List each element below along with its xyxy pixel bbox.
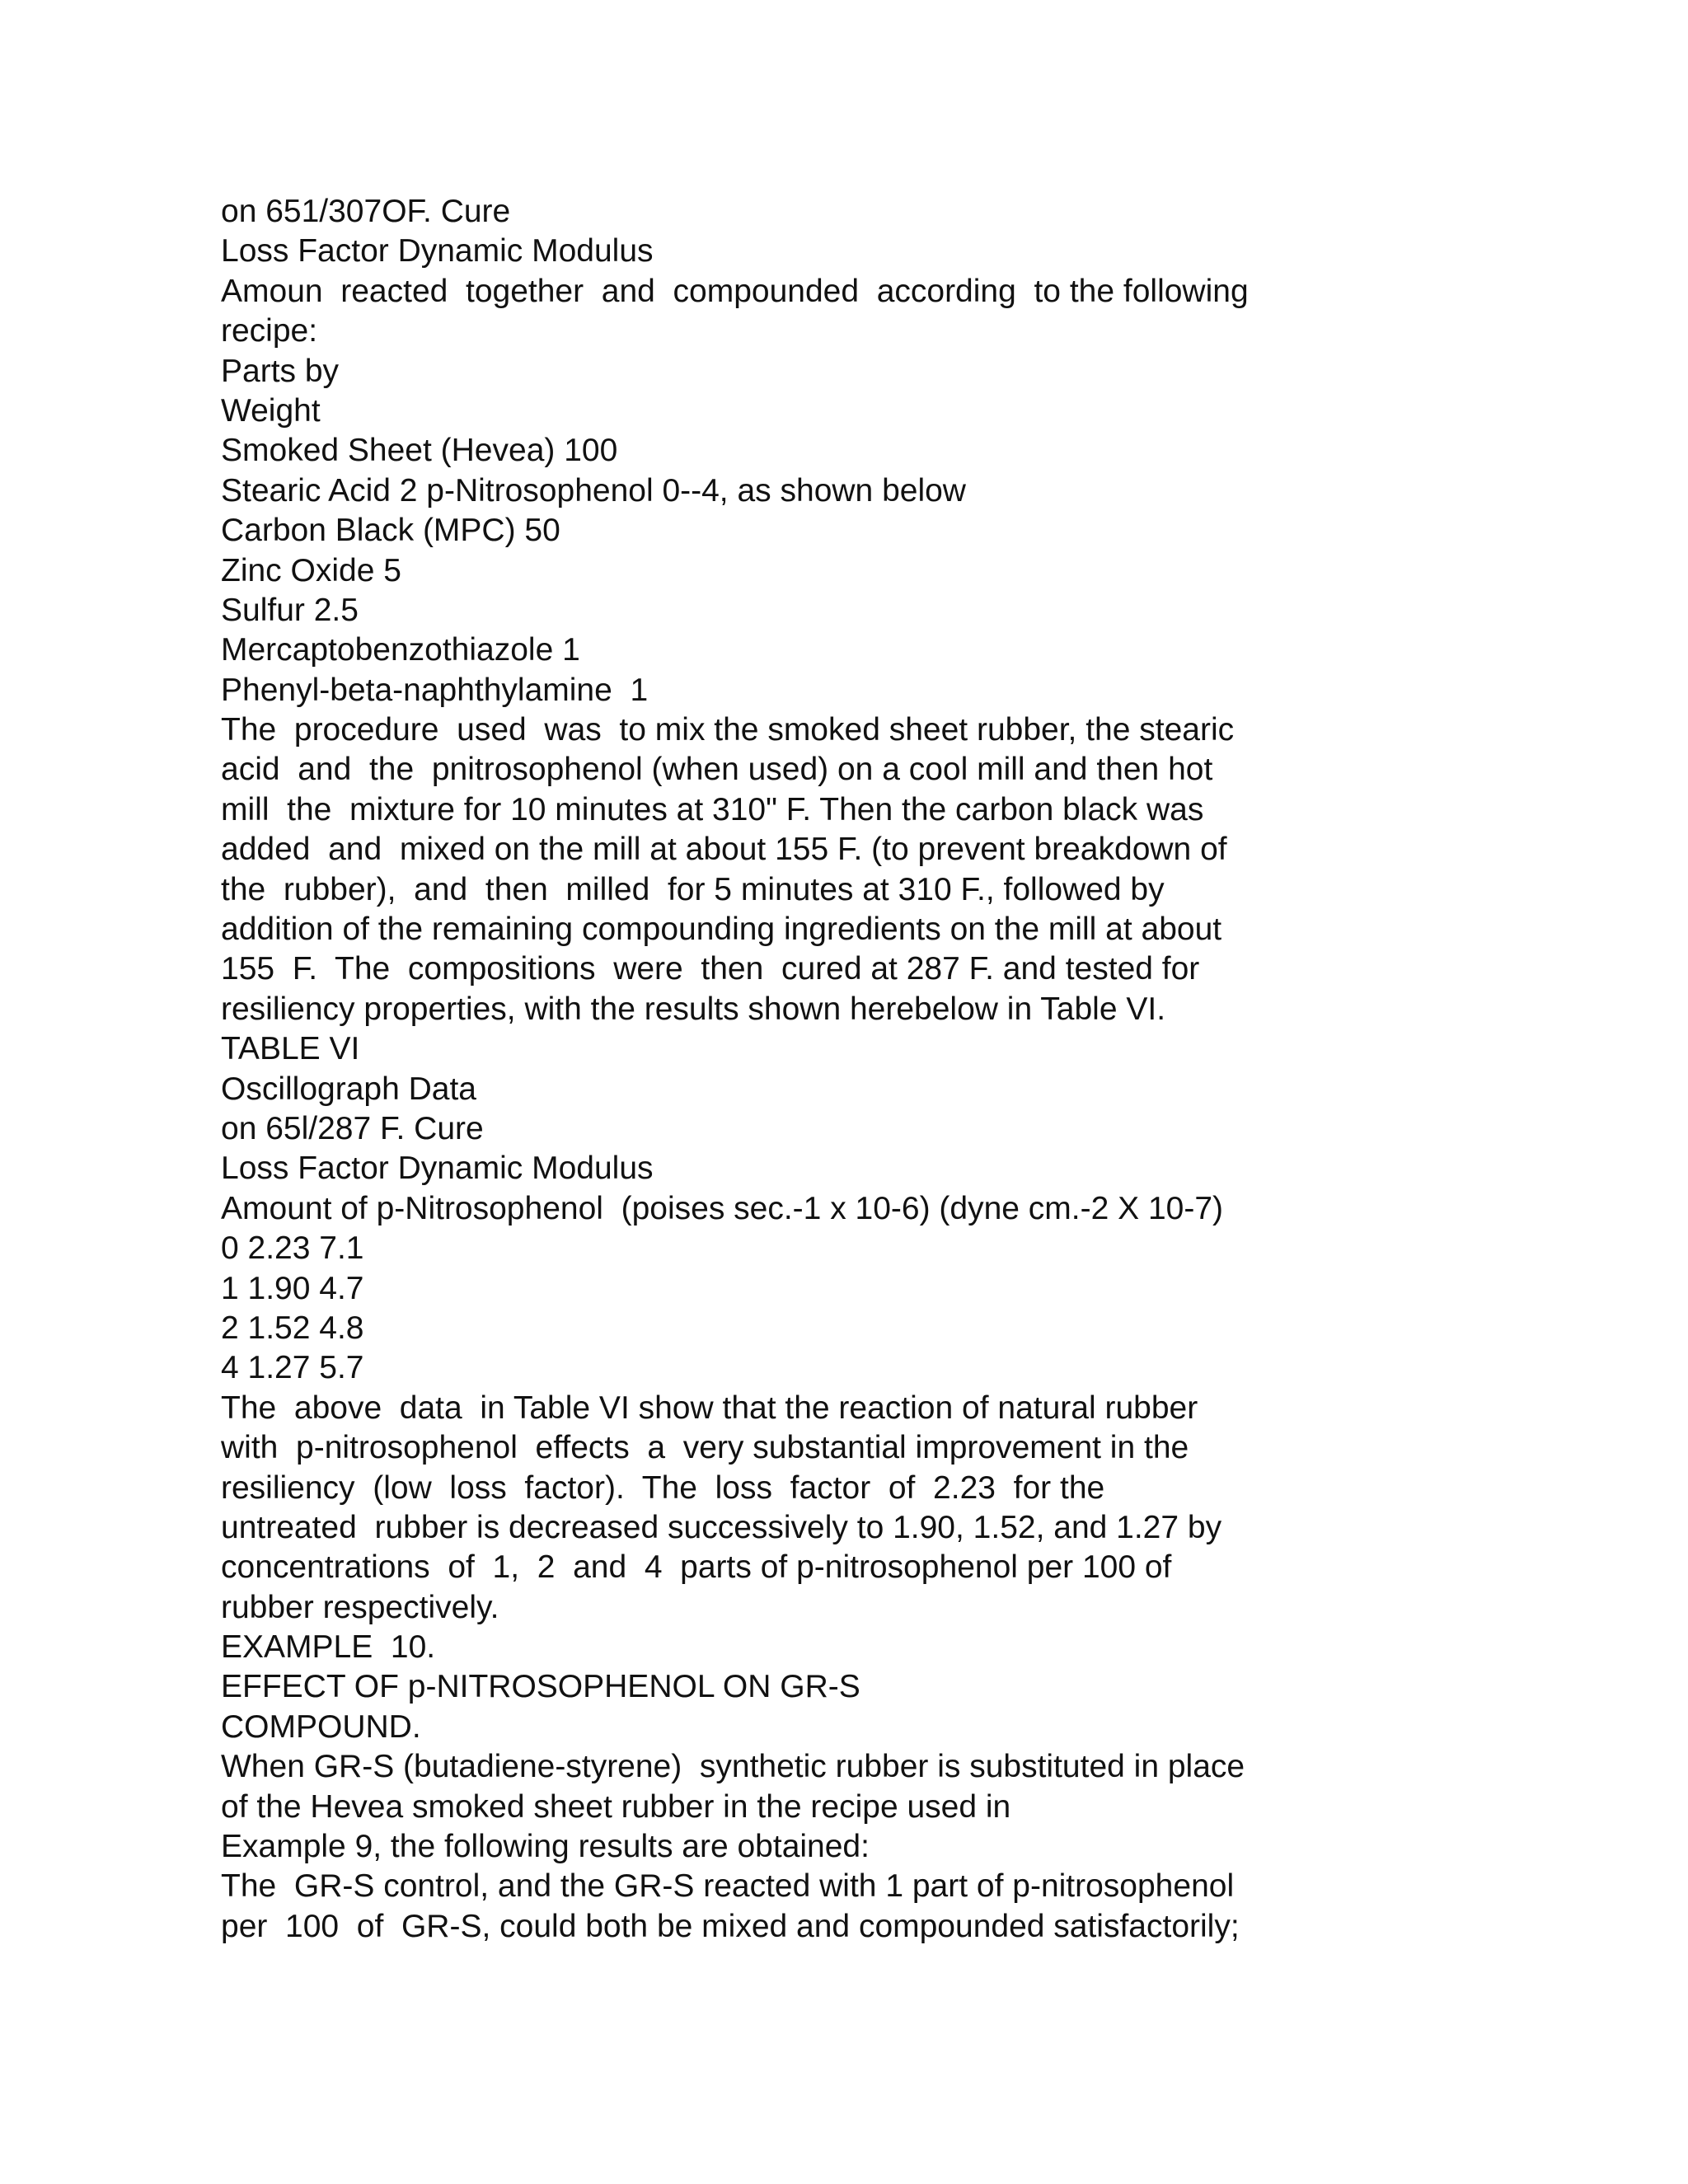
- text-line: recipe:: [221, 313, 318, 349]
- section-heading: EFFECT OF p-NITROSOPHENOL ON GR-S: [221, 1669, 860, 1705]
- table-row: 4 1.27 5.7: [221, 1350, 364, 1386]
- recipe-item: Stearic Acid 2 p-Nitrosophenol 0--4, as shown below: [221, 472, 966, 509]
- recipe-item: Zinc Oxide 5: [221, 552, 401, 588]
- paragraph-line: acid and the pnitrosophenol (when used) on a cool mill and then hot: [221, 752, 1213, 788]
- paragraph-line: resiliency properties, with the results shown herebelow in Table VI.: [221, 991, 1166, 1027]
- text-line: Amoun reacted together and compounded according to the following: [221, 273, 1249, 309]
- paragraph-line: rubber respectively.: [221, 1589, 499, 1625]
- text-line: on 651/307OF. Cure: [221, 194, 511, 229]
- table-header-line: Loss Factor Dynamic Modulus: [221, 233, 654, 269]
- recipe-item: Carbon Black (MPC) 50: [221, 513, 560, 549]
- recipe-item: Mercaptobenzothiazole 1: [221, 632, 580, 668]
- paragraph-line: 155 F. The compositions were then cured at 287 F. and tested for: [221, 951, 1200, 987]
- paragraph-line: addition of the remaining compounding ingredients on the mill at about: [221, 912, 1222, 948]
- paragraph-line: added and mixed on the mill at about 155 F. (to prevent breakdown of: [221, 832, 1227, 868]
- paragraph-line: with p-nitrosophenol effects a very substantial improvement in the: [221, 1430, 1189, 1466]
- table-row: 0 2.23 7.1: [221, 1230, 364, 1267]
- table-header-line: on 65l/287 F. Cure: [221, 1110, 484, 1146]
- paragraph-line: untreated rubber is decreased successively to 1.90, 1.52, and 1.27 by: [221, 1509, 1222, 1545]
- paragraph-line: of the Hevea smoked sheet rubber in the recipe used in: [221, 1788, 1011, 1825]
- table-row: 2 1.52 4.8: [221, 1310, 364, 1346]
- recipe-item: Phenyl-beta-naphthylamine 1: [221, 672, 649, 708]
- table-header-line: Loss Factor Dynamic Modulus: [221, 1151, 654, 1187]
- paragraph-line: The GR-S control, and the GR-S reacted with 1 part of p-nitrosophenol: [221, 1868, 1235, 1905]
- paragraph-line: the rubber), and then milled for 5 minutes at 310 F., followed by: [221, 871, 1165, 907]
- paragraph-line: per 100 of GR-S, could both be mixed and compounded satisfactorily;: [221, 1908, 1240, 1944]
- paragraph-line: The above data in Table VI show that the reaction of natural rubber: [221, 1390, 1198, 1426]
- paragraph-line: resiliency (low loss factor). The loss factor of 2.23 for the: [221, 1469, 1105, 1506]
- recipe-header-line: Weight: [221, 392, 321, 429]
- recipe-item: Sulfur 2.5: [221, 592, 359, 628]
- table-header-line: Oscillograph Data: [221, 1071, 476, 1107]
- recipe-header-line: Parts by: [221, 353, 340, 389]
- paragraph-line: The procedure used was to mix the smoked sheet rubber, the stearic: [221, 712, 1235, 748]
- recipe-item: Smoked Sheet (Hevea) 100: [221, 433, 618, 469]
- section-heading: COMPOUND.: [221, 1708, 421, 1745]
- document-page: [221, 192, 1441, 1947]
- table-title: TABLE VI: [221, 1031, 360, 1067]
- paragraph-line: mill the mixture for 10 minutes at 310" F. Then the carbon black was: [221, 791, 1204, 827]
- paragraph-line: Example 9, the following results are obtained:: [221, 1829, 870, 1865]
- section-heading: EXAMPLE 10.: [221, 1629, 436, 1666]
- paragraph-line: When GR-S (butadiene-styrene) synthetic rubber is substituted in place: [221, 1749, 1245, 1785]
- table-header-line: Amount of p-Nitrosophenol (poises sec.-1 x 10-6) (dyne cm.-2 X 10-7): [221, 1190, 1224, 1226]
- table-row: 1 1.90 4.7: [221, 1270, 364, 1306]
- paragraph-line: concentrations of 1, 2 and 4 parts of p-nitrosophenol per 100 of: [221, 1549, 1172, 1586]
